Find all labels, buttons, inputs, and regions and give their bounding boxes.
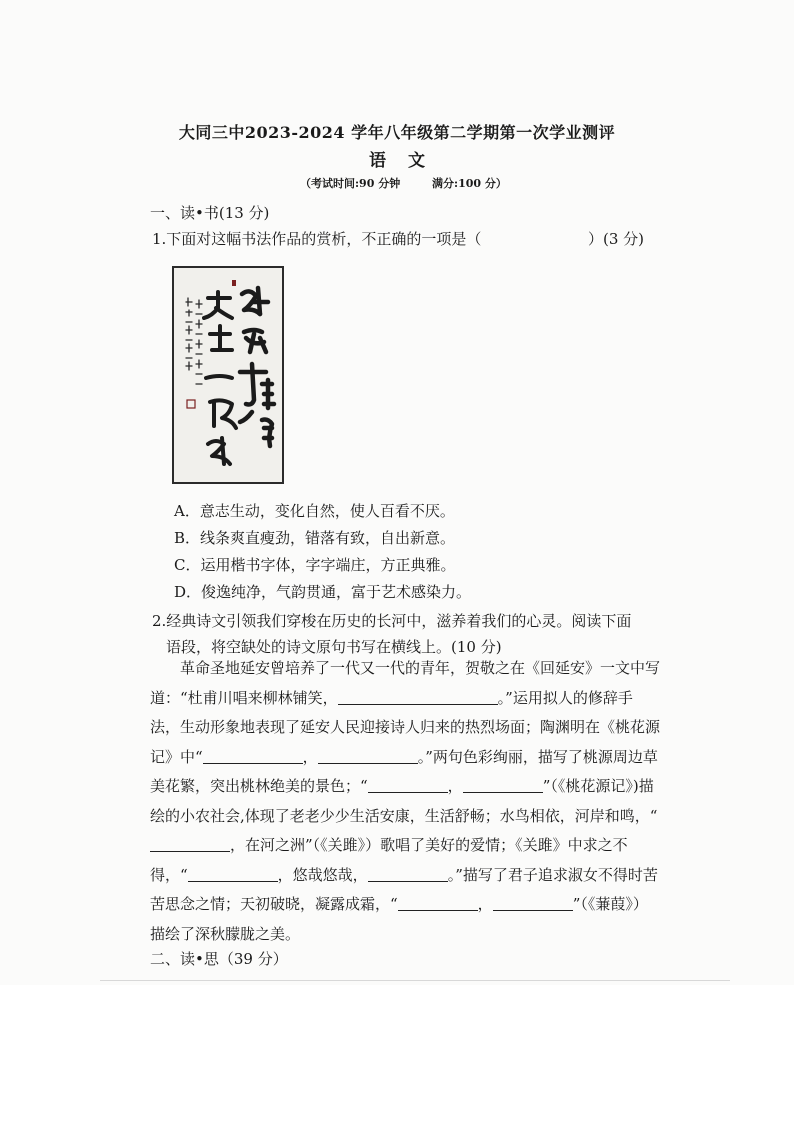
exam-meta: [300, 175, 560, 191]
exam-title: 大同三中2023-2024 学年八年级第二学期第一次学业测评: [178, 123, 616, 142]
passage-part-10: ，: [477, 895, 493, 913]
passage-part-6: ”（《桃花源记》)描绘的小农社会,体现了老老少少生活安康，生活舒畅；水鸟相依，河岸和鸣，“: [150, 777, 658, 825]
question-2-stem-line1: 2.经典诗文引领我们穿梭在历史的长河中，滋养着我们的心灵。阅读下面: [152, 612, 632, 630]
full-score: 满分:100 分）: [432, 177, 507, 190]
passage-part-7: ，在河之洲”（《关雎》）歌唱了美好的爱情；《关雎》中求之不得，“: [150, 836, 628, 884]
calligraphy-brush-strokes: [174, 268, 282, 482]
option-a: A．意志生动，变化自然，使人百看不厌。: [174, 502, 455, 520]
option-d: D．俊逸纯净，气韵贯通，富于艺术感染力。: [174, 583, 472, 601]
fill-blank-5[interactable]: [463, 776, 543, 793]
option-b: B．线条爽直瘦劲，错落有致，自出新意。: [174, 529, 456, 547]
fill-blank-3[interactable]: [318, 747, 418, 764]
sheet-edge: [100, 980, 730, 981]
fill-blank-9[interactable]: [398, 894, 478, 911]
passage-part-2: 。”运用拟人的修辞手法，生动形象地表现了延安人民迎接诗人归来的热烈场面；陶渊明在《桃花源记》中“: [150, 688, 661, 766]
exam-time: （考试时间:90 分钟: [300, 177, 401, 190]
option-c: C．运用楷书字体，字字端庄，方正典雅。: [174, 556, 456, 574]
fill-blank-10[interactable]: [493, 894, 573, 911]
question-2-passage: [150, 654, 662, 949]
exam-subject: 语文: [369, 151, 447, 171]
question-1-score: ）(3 分): [588, 230, 645, 248]
passage-part-8: ，悠哉悠哉，: [277, 865, 368, 884]
passage-part-9: 。”描写了君子追求淑女不得时苦苦思念之情；天初破晓，凝露成霜，“: [150, 865, 658, 913]
calligraphy-image: [172, 266, 284, 484]
question-1-text: 1.下面对这幅书法作品的赏析，不正确的一项是（: [152, 230, 482, 248]
passage-part-11: ”（《蒹葭》）描绘了深秋朦胧之美。: [150, 895, 648, 943]
fill-blank-7[interactable]: [188, 865, 278, 882]
passage-part-4: 。”两句色彩绚丽，描写了桃源周边草美花繁，突出桃林绝美的景色；“: [150, 747, 658, 795]
fill-blank-1[interactable]: [338, 688, 498, 705]
fill-blank-8[interactable]: [368, 865, 448, 882]
question-1-stem: [152, 228, 645, 249]
fill-blank-6[interactable]: [150, 835, 230, 852]
question-2-stem-line2: 语段，将空缺处的诗文原句书写在横线上。(10 分): [166, 638, 502, 656]
fill-blank-2[interactable]: [203, 747, 303, 764]
passage-part-1: 革命圣地延安曾培养了一代又一代的青年，贺敬之在《回延安》一文中写道：“杜甫川唱来柳林铺笑，: [150, 659, 661, 707]
fill-blank-4[interactable]: [368, 776, 448, 793]
section-2-heading: 二、读•思（39 分）: [150, 950, 288, 968]
passage-part-5: ，: [447, 777, 463, 795]
section-1-heading: 一、读•书(13 分): [150, 204, 270, 222]
passage-part-3: ，: [302, 747, 318, 766]
